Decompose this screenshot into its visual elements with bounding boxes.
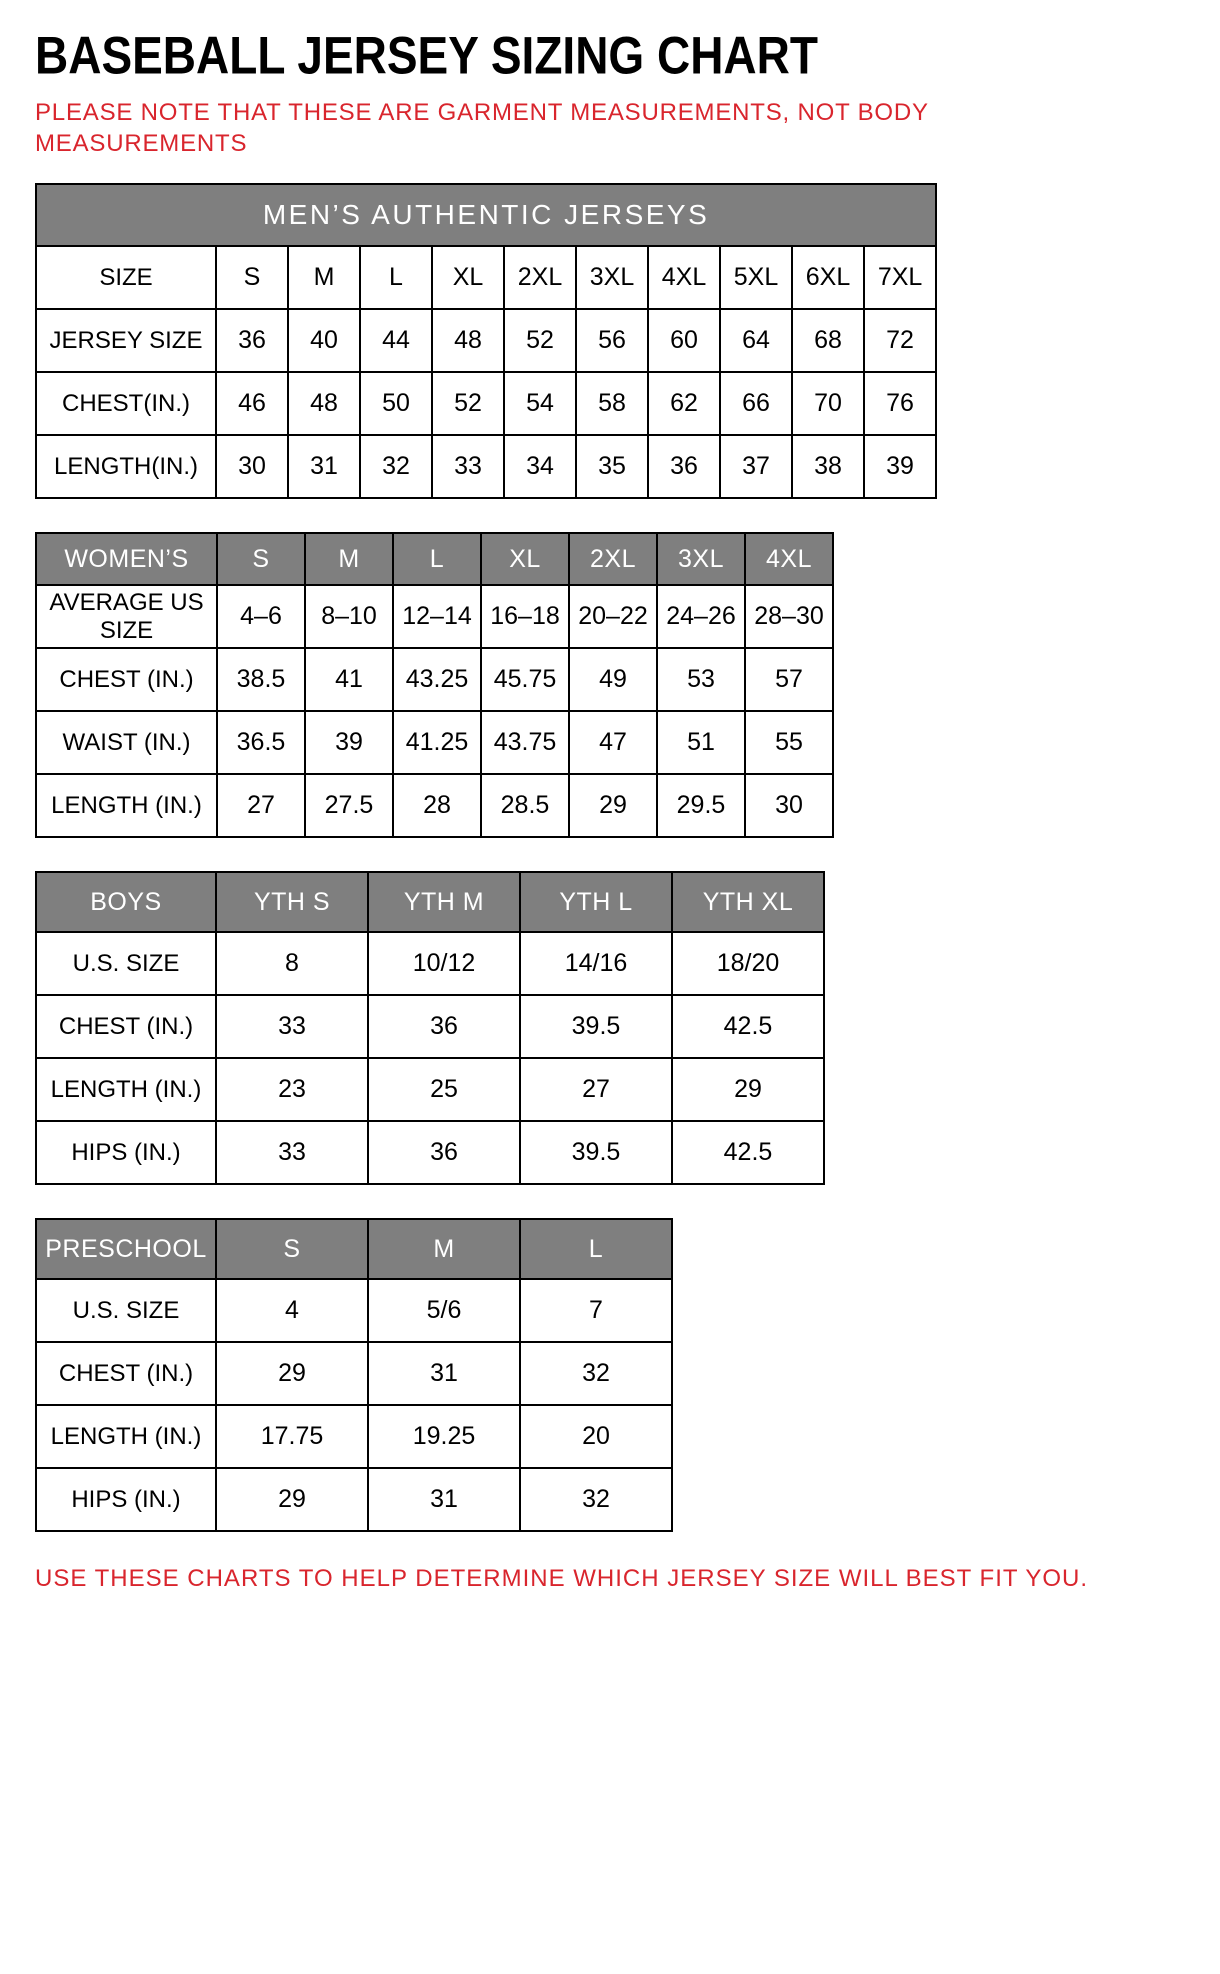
womens-value-cell: 49 — [569, 648, 657, 711]
boys-size-header-cell: YTH L — [520, 872, 672, 932]
womens-value-cell: 24–26 — [657, 585, 745, 648]
mens-value-cell: 60 — [648, 309, 720, 372]
preschool-value-cell: 7 — [520, 1279, 672, 1342]
boys-value-cell: 36 — [368, 1121, 520, 1184]
womens-size-header-cell: S — [217, 533, 305, 585]
womens-value-cell: 28.5 — [481, 774, 569, 837]
mens-value-cell: 39 — [864, 435, 936, 498]
preschool-row-label: HIPS (IN.) — [36, 1468, 216, 1531]
womens-value-cell: 41 — [305, 648, 393, 711]
boys-row-label: U.S. SIZE — [36, 932, 216, 995]
preschool-value-cell: 32 — [520, 1468, 672, 1531]
mens-value-cell: 66 — [720, 372, 792, 435]
womens-value-cell: 36.5 — [217, 711, 305, 774]
womens-value-cell: 28 — [393, 774, 481, 837]
mens-value-cell: 30 — [216, 435, 288, 498]
preschool-value-cell: 29 — [216, 1468, 368, 1531]
preschool-row-label: CHEST (IN.) — [36, 1342, 216, 1405]
boys-value-cell: 23 — [216, 1058, 368, 1121]
boys-value-cell: 10/12 — [368, 932, 520, 995]
womens-value-cell: 28–30 — [745, 585, 833, 648]
mens-value-cell: 37 — [720, 435, 792, 498]
womens-value-cell: 8–10 — [305, 585, 393, 648]
womens-value-cell: 4–6 — [217, 585, 305, 648]
boys-value-cell: 14/16 — [520, 932, 672, 995]
mens-row-label: CHEST(IN.) — [36, 372, 216, 435]
preschool-row-label: U.S. SIZE — [36, 1279, 216, 1342]
womens-value-cell: 38.5 — [217, 648, 305, 711]
boys-sizing-table — [35, 871, 825, 1185]
mens-value-cell: XL — [432, 246, 504, 309]
womens-sizing-table — [35, 532, 834, 838]
womens-row-label: CHEST (IN.) — [36, 648, 217, 711]
preschool-size-header-cell: M — [368, 1219, 520, 1279]
boys-value-cell: 33 — [216, 995, 368, 1058]
footer-note: USE THESE CHARTS TO HELP DETERMINE WHICH JERSEY SIZE WILL BEST FIT YOU. — [35, 1565, 1089, 1593]
womens-size-header-cell: XL — [481, 533, 569, 585]
womens-size-header-cell: L — [393, 533, 481, 585]
womens-size-header-cell: M — [305, 533, 393, 585]
boys-row-label: HIPS (IN.) — [36, 1121, 216, 1184]
mens-sizing-table — [35, 183, 937, 499]
mens-value-cell: 68 — [792, 309, 864, 372]
mens-row-label: LENGTH(IN.) — [36, 435, 216, 498]
mens-row-label: JERSEY SIZE — [36, 309, 216, 372]
preschool-value-cell: 31 — [368, 1342, 520, 1405]
boys-value-cell: 27 — [520, 1058, 672, 1121]
womens-value-cell: 12–14 — [393, 585, 481, 648]
sizing-tables-container — [35, 183, 1185, 1532]
mens-value-cell: 54 — [504, 372, 576, 435]
mens-value-cell: S — [216, 246, 288, 309]
mens-value-cell: 50 — [360, 372, 432, 435]
mens-row-label: SIZE — [36, 246, 216, 309]
mens-table-title: MEN’S AUTHENTIC JERSEYS — [36, 184, 936, 246]
womens-value-cell: 16–18 — [481, 585, 569, 648]
womens-value-cell: 41.25 — [393, 711, 481, 774]
womens-value-cell: 43.75 — [481, 711, 569, 774]
mens-value-cell: 58 — [576, 372, 648, 435]
mens-value-cell: 46 — [216, 372, 288, 435]
womens-size-header-cell: 2XL — [569, 533, 657, 585]
mens-value-cell: 34 — [504, 435, 576, 498]
mens-value-cell: 52 — [504, 309, 576, 372]
boys-value-cell: 8 — [216, 932, 368, 995]
preschool-value-cell: 17.75 — [216, 1405, 368, 1468]
preschool-size-header-cell: S — [216, 1219, 368, 1279]
mens-value-cell: 4XL — [648, 246, 720, 309]
womens-value-cell: 20–22 — [569, 585, 657, 648]
page-title: BASEBALL JERSEY SIZING CHART — [35, 25, 818, 85]
preschool-value-cell: 4 — [216, 1279, 368, 1342]
mens-value-cell: 36 — [216, 309, 288, 372]
garment-measurement-note: PLEASE NOTE THAT THESE ARE GARMENT MEASUREMENTS, NOT BODY MEASUREMENTS — [35, 99, 929, 157]
boys-size-header-cell: YTH S — [216, 872, 368, 932]
mens-value-cell: 40 — [288, 309, 360, 372]
preschool-value-cell: 5/6 — [368, 1279, 520, 1342]
womens-value-cell: 27 — [217, 774, 305, 837]
womens-value-cell: 45.75 — [481, 648, 569, 711]
preschool-value-cell: 31 — [368, 1468, 520, 1531]
mens-value-cell: 32 — [360, 435, 432, 498]
mens-value-cell: 52 — [432, 372, 504, 435]
womens-value-cell: 55 — [745, 711, 833, 774]
boys-row-label: LENGTH (IN.) — [36, 1058, 216, 1121]
boys-value-cell: 33 — [216, 1121, 368, 1184]
boys-value-cell: 39.5 — [520, 1121, 672, 1184]
mens-value-cell: 70 — [792, 372, 864, 435]
preschool-value-cell: 20 — [520, 1405, 672, 1468]
mens-value-cell: 31 — [288, 435, 360, 498]
mens-value-cell: 72 — [864, 309, 936, 372]
mens-value-cell: 3XL — [576, 246, 648, 309]
womens-value-cell: 57 — [745, 648, 833, 711]
womens-row-label: AVERAGE US SIZE — [36, 585, 217, 648]
boys-value-cell: 29 — [672, 1058, 824, 1121]
mens-value-cell: 48 — [288, 372, 360, 435]
mens-value-cell: 33 — [432, 435, 504, 498]
preschool-sizing-table — [35, 1218, 673, 1532]
boys-size-header-cell: YTH M — [368, 872, 520, 932]
womens-value-cell: 27.5 — [305, 774, 393, 837]
mens-value-cell: M — [288, 246, 360, 309]
preschool-value-cell: 29 — [216, 1342, 368, 1405]
womens-value-cell: 30 — [745, 774, 833, 837]
mens-value-cell: 38 — [792, 435, 864, 498]
mens-value-cell: 56 — [576, 309, 648, 372]
boys-size-header-cell: YTH XL — [672, 872, 824, 932]
womens-row-label: LENGTH (IN.) — [36, 774, 217, 837]
boys-value-cell: 18/20 — [672, 932, 824, 995]
preschool-row-label: LENGTH (IN.) — [36, 1405, 216, 1468]
boys-value-cell: 42.5 — [672, 995, 824, 1058]
womens-value-cell: 39 — [305, 711, 393, 774]
boys-row-label: CHEST (IN.) — [36, 995, 216, 1058]
mens-value-cell: 48 — [432, 309, 504, 372]
mens-value-cell: 36 — [648, 435, 720, 498]
preschool-value-cell: 32 — [520, 1342, 672, 1405]
womens-size-header-cell: 3XL — [657, 533, 745, 585]
boys-value-cell: 36 — [368, 995, 520, 1058]
mens-value-cell: 76 — [864, 372, 936, 435]
mens-value-cell: 35 — [576, 435, 648, 498]
womens-value-cell: 47 — [569, 711, 657, 774]
mens-value-cell: 6XL — [792, 246, 864, 309]
womens-value-cell: 29 — [569, 774, 657, 837]
preschool-size-header-cell: L — [520, 1219, 672, 1279]
womens-row-label: WAIST (IN.) — [36, 711, 217, 774]
mens-value-cell: 7XL — [864, 246, 936, 309]
mens-value-cell: 64 — [720, 309, 792, 372]
womens-value-cell: 43.25 — [393, 648, 481, 711]
preschool-value-cell: 19.25 — [368, 1405, 520, 1468]
womens-header-label: WOMEN’S — [36, 533, 217, 585]
womens-value-cell: 51 — [657, 711, 745, 774]
boys-header-label: BOYS — [36, 872, 216, 932]
boys-value-cell: 25 — [368, 1058, 520, 1121]
womens-size-header-cell: 4XL — [745, 533, 833, 585]
boys-value-cell: 42.5 — [672, 1121, 824, 1184]
mens-value-cell: L — [360, 246, 432, 309]
preschool-header-label: PRESCHOOL — [36, 1219, 216, 1279]
boys-value-cell: 39.5 — [520, 995, 672, 1058]
mens-value-cell: 44 — [360, 309, 432, 372]
womens-value-cell: 29.5 — [657, 774, 745, 837]
womens-value-cell: 53 — [657, 648, 745, 711]
mens-value-cell: 5XL — [720, 246, 792, 309]
mens-value-cell: 62 — [648, 372, 720, 435]
mens-value-cell: 2XL — [504, 246, 576, 309]
